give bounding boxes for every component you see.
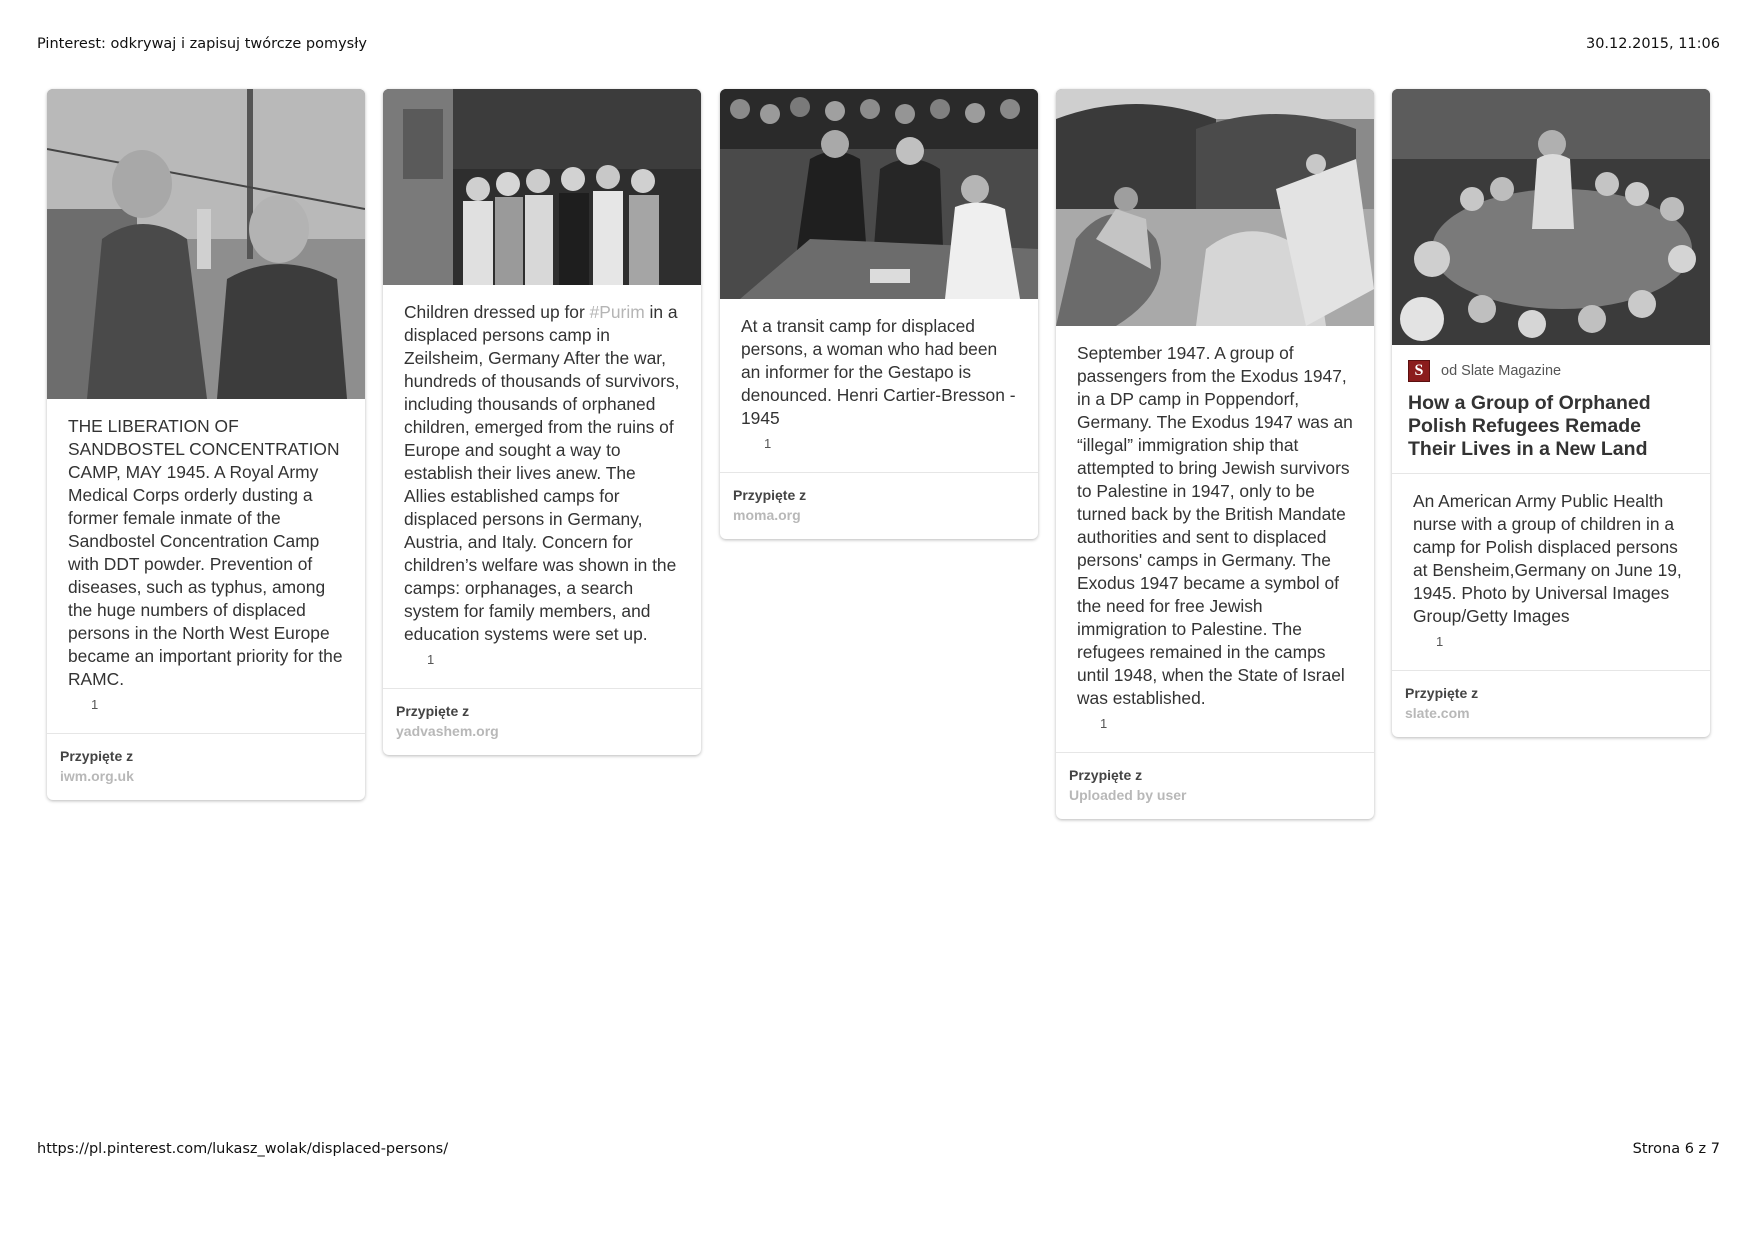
pin-description: At a transit camp for displaced persons, a woman who had been an informer for the Gestapo is denounced. Henri Cartier-Bresson - 1945: [741, 316, 1016, 428]
repin-count: 1: [91, 697, 99, 712]
pin-description: An American Army Public Health nurse with a group of children in a camp for Polish displaced persons at Bensheim,Germany on June 19, 1945. Photo by Universal Images Group/Getty Images: [1413, 491, 1682, 626]
repin-count: 1: [1436, 634, 1444, 649]
print-header: [37, 36, 1720, 52]
pin-card[interactable]: [720, 89, 1038, 539]
pin-image[interactable]: [1056, 89, 1374, 326]
pin-attribution[interactable]: [47, 734, 365, 800]
pin-attribution[interactable]: [383, 689, 701, 755]
print-datetime: 30.12.2015, 11:06: [1585, 36, 1720, 52]
source-link[interactable]: moma.org: [733, 507, 801, 523]
repin-count: 1: [427, 652, 435, 667]
pin-image[interactable]: [1392, 89, 1710, 345]
desc-text: Children dressed up for: [404, 302, 590, 322]
pin-card[interactable]: [383, 89, 701, 755]
page-title: Pinterest: odkrywaj i zapisuj twórcze pomysły: [37, 36, 367, 52]
pin-description: [383, 285, 701, 646]
pin-card[interactable]: [47, 89, 365, 800]
pin-card[interactable]: [1056, 89, 1374, 819]
pin-image[interactable]: [383, 89, 701, 285]
pin-attribution[interactable]: [1056, 753, 1374, 819]
source-link[interactable]: iwm.org.uk: [60, 768, 134, 784]
pin-description: THE LIBERATION OF SANDBOSTEL CONCENTRATION CAMP, MAY 1945. A Royal Army Medical Corps orderly dusting a former female inmate of the Sandbostel Concentration Camp with DDT powder. Prevention of diseases, such as typhus, among the huge numbers of displaced persons in the North West Europe became an important priority for the RAMC.: [68, 416, 343, 689]
rich-source-label: od Slate Magazine: [1441, 363, 1562, 379]
pin-image[interactable]: [720, 89, 1038, 299]
repin-count: 1: [1100, 716, 1108, 731]
pin-description: September 1947. A group of passengers from the Exodus 1947, in a DP camp in Poppendorf, Germany. The Exodus 1947 was an “illegal” immigration ship that attempted to bring Jewish survivors to Palestine in 1947, only to be turned back by the British Mandate authorities and sent to displaced persons' camps in Germany. The Exodus 1947 became a symbol of the need for free Jewish immigration to Palestine. The refugees remained in the camps until 1948, when the State of Israel was established.: [1077, 343, 1353, 708]
pinned-from-label: Przypięte z: [733, 487, 807, 503]
desc-text: in a displaced persons camp in Zeilsheim, Germany After the war, hundreds of thousands of survivors, including thousands of orphaned children, emerged from the ruins of Europe and sought a way to establish their lives anew. The Allies established camps for displaced persons in Germany, Austria, and Italy. Concern for children’s welfare was shown in the camps: orphanages, a search system for family members, and education systems were set up.: [404, 302, 680, 644]
source-link[interactable]: yadvashem.org: [396, 723, 499, 739]
pin-attribution[interactable]: [720, 473, 1038, 539]
slate-logo-icon: S: [1408, 360, 1430, 382]
rich-pin-title[interactable]: How a Group of Orphaned Polish Refugees Remade Their Lives in a New Land: [1408, 392, 1651, 460]
pin-image[interactable]: [47, 89, 365, 399]
pinned-from-label: Przypięte z: [1069, 767, 1143, 783]
pinned-from-label: Przypięte z: [396, 703, 470, 719]
rich-pin-source[interactable]: [1392, 345, 1710, 382]
source-link[interactable]: Uploaded by user: [1069, 787, 1187, 803]
print-footer: [37, 1141, 1720, 1157]
hashtag-link[interactable]: #Purim: [589, 302, 645, 322]
pinned-from-label: Przypięte z: [60, 748, 134, 764]
repin-count: 1: [764, 436, 772, 451]
source-link[interactable]: slate.com: [1405, 705, 1470, 721]
pin-card[interactable]: [1392, 89, 1710, 737]
page-number: Strona 6 z 7: [1632, 1141, 1720, 1157]
pinned-from-label: Przypięte z: [1405, 685, 1479, 701]
page-url: https://pl.pinterest.com/lukasz_wolak/displaced-persons/: [37, 1141, 449, 1157]
pin-attribution[interactable]: [1392, 671, 1710, 737]
